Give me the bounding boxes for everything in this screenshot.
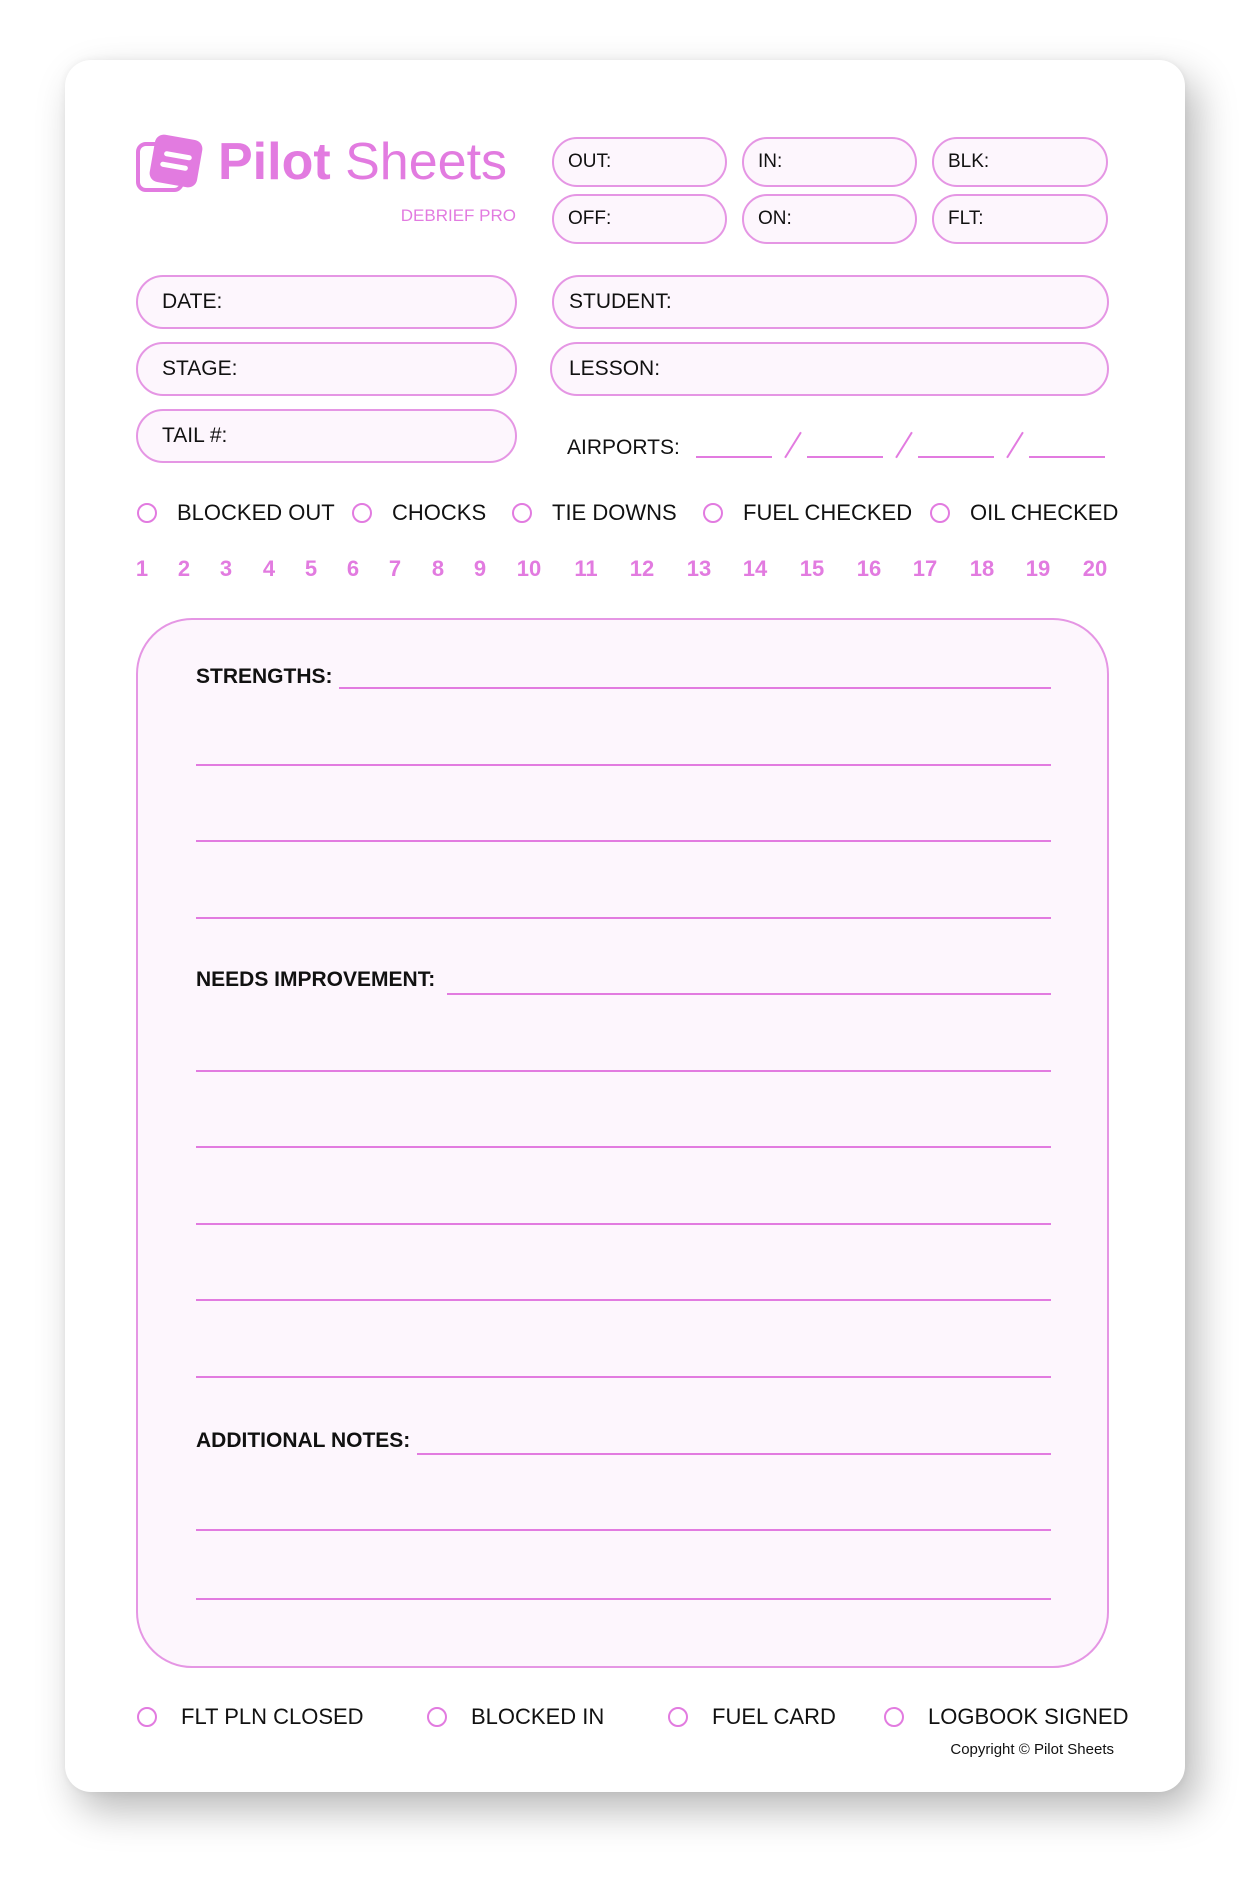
off-time-field[interactable] <box>552 194 727 244</box>
check-label: TIE DOWNS <box>552 500 677 525</box>
date-label: DATE: <box>162 290 223 313</box>
brand-name-bold: Pilot <box>218 133 331 191</box>
grade-number[interactable]: 20 <box>1082 556 1108 581</box>
check-label: BLOCKED IN <box>471 1704 605 1729</box>
airport-blank-4[interactable] <box>1029 456 1105 458</box>
grade-number[interactable]: 14 <box>742 556 768 581</box>
notes-line[interactable] <box>196 1529 1051 1531</box>
date-field[interactable] <box>136 275 517 329</box>
strengths-line[interactable] <box>196 840 1051 842</box>
check-label: BLOCKED OUT <box>177 500 335 525</box>
grade-number[interactable]: 4 <box>262 556 276 581</box>
pilot-sheets-logo-icon <box>136 134 206 194</box>
checkbox-circle-icon[interactable] <box>930 503 950 523</box>
check-logbook-signed[interactable] <box>884 1704 1129 1730</box>
grade-number[interactable]: 6 <box>346 556 360 581</box>
flt-time-field[interactable] <box>932 194 1108 244</box>
airports-label: AIRPORTS: <box>567 436 680 459</box>
tail-label: TAIL #: <box>162 424 228 447</box>
check-label: FUEL CHECKED <box>743 500 913 525</box>
improvement-line[interactable] <box>196 1070 1051 1072</box>
notes-line[interactable] <box>417 1453 1051 1455</box>
checkbox-circle-icon[interactable] <box>427 1707 447 1727</box>
grade-number[interactable]: 3 <box>219 556 233 581</box>
check-flt-pln-closed[interactable] <box>137 1704 364 1730</box>
grade-number[interactable]: 8 <box>431 556 445 581</box>
strengths-line[interactable] <box>196 764 1051 766</box>
brand-name-light: Sheets <box>345 133 508 191</box>
grade-number[interactable]: 1 <box>135 556 149 581</box>
check-oil-checked[interactable] <box>930 500 1118 526</box>
grade-number[interactable]: 9 <box>473 556 487 581</box>
grade-number[interactable]: 18 <box>969 556 995 581</box>
stage-field[interactable] <box>136 342 517 396</box>
flt-label: FLT: <box>948 208 984 229</box>
grade-number[interactable]: 11 <box>574 556 598 581</box>
blk-label: BLK: <box>948 151 990 172</box>
check-label: FLT PLN CLOSED <box>181 1704 364 1729</box>
check-label: CHOCKS <box>392 500 487 525</box>
grade-number[interactable]: 2 <box>177 556 191 581</box>
improvement-line[interactable] <box>447 993 1051 995</box>
strengths-line[interactable] <box>196 917 1051 919</box>
additional-notes-label: ADDITIONAL NOTES: <box>196 1429 411 1452</box>
student-label: STUDENT: <box>569 290 672 313</box>
checkbox-circle-icon[interactable] <box>512 503 532 523</box>
blk-time-field[interactable] <box>932 137 1108 187</box>
checkbox-circle-icon[interactable] <box>884 1707 904 1727</box>
checkbox-circle-icon[interactable] <box>668 1707 688 1727</box>
checkbox-circle-icon[interactable] <box>352 503 372 523</box>
airport-blank-1[interactable] <box>696 456 772 458</box>
check-label: LOGBOOK SIGNED <box>928 1704 1129 1729</box>
checkbox-circle-icon[interactable] <box>137 1707 157 1727</box>
grade-number[interactable]: 15 <box>799 556 825 581</box>
check-label: OIL CHECKED <box>970 500 1119 525</box>
checkbox-circle-icon[interactable] <box>137 503 157 523</box>
out-time-field[interactable] <box>552 137 727 187</box>
needs-improvement-label: NEEDS IMPROVEMENT: <box>196 968 436 991</box>
improvement-line[interactable] <box>196 1146 1051 1148</box>
grade-number[interactable]: 19 <box>1025 556 1051 581</box>
brand-name <box>218 130 507 194</box>
airport-blank-2[interactable] <box>807 456 883 458</box>
stage-label: STAGE: <box>162 357 238 380</box>
grade-number[interactable]: 7 <box>388 556 402 581</box>
check-label: FUEL CARD <box>712 1704 836 1729</box>
off-label: OFF: <box>568 208 612 229</box>
grade-number[interactable]: 5 <box>304 556 318 581</box>
out-label: OUT: <box>568 151 612 172</box>
grade-number[interactable]: 13 <box>686 556 712 581</box>
strengths-label: STRENGTHS: <box>196 665 333 688</box>
on-time-field[interactable] <box>742 194 917 244</box>
checkbox-circle-icon[interactable] <box>703 503 723 523</box>
improvement-line[interactable] <box>196 1376 1051 1378</box>
check-tie-downs[interactable] <box>512 500 677 526</box>
check-chocks[interactable] <box>352 500 486 526</box>
improvement-line[interactable] <box>196 1223 1051 1225</box>
in-time-field[interactable] <box>742 137 917 187</box>
grade-number[interactable]: 17 <box>912 556 938 581</box>
grade-number[interactable]: 10 <box>516 556 542 581</box>
grade-number[interactable]: 12 <box>629 556 655 581</box>
student-field[interactable] <box>552 275 1109 329</box>
notes-line[interactable] <box>196 1598 1051 1600</box>
notes-panel <box>136 618 1109 1668</box>
in-label: IN: <box>758 151 783 172</box>
copyright-text: Copyright © Pilot Sheets <box>950 1741 1114 1758</box>
check-blocked-in[interactable] <box>427 1704 604 1730</box>
strengths-line[interactable] <box>339 687 1051 689</box>
brand-subtitle: DEBRIEF PRO <box>400 206 516 225</box>
tail-number-field[interactable] <box>136 409 517 463</box>
airport-blank-3[interactable] <box>918 456 994 458</box>
check-fuel-checked[interactable] <box>703 500 912 526</box>
lesson-label: LESSON: <box>569 357 661 380</box>
check-fuel-card[interactable] <box>668 1704 836 1730</box>
grade-number[interactable]: 16 <box>856 556 882 581</box>
improvement-line[interactable] <box>196 1299 1051 1301</box>
check-blocked-out[interactable] <box>137 500 335 526</box>
lesson-field[interactable] <box>550 342 1109 396</box>
on-label: ON: <box>758 208 792 229</box>
